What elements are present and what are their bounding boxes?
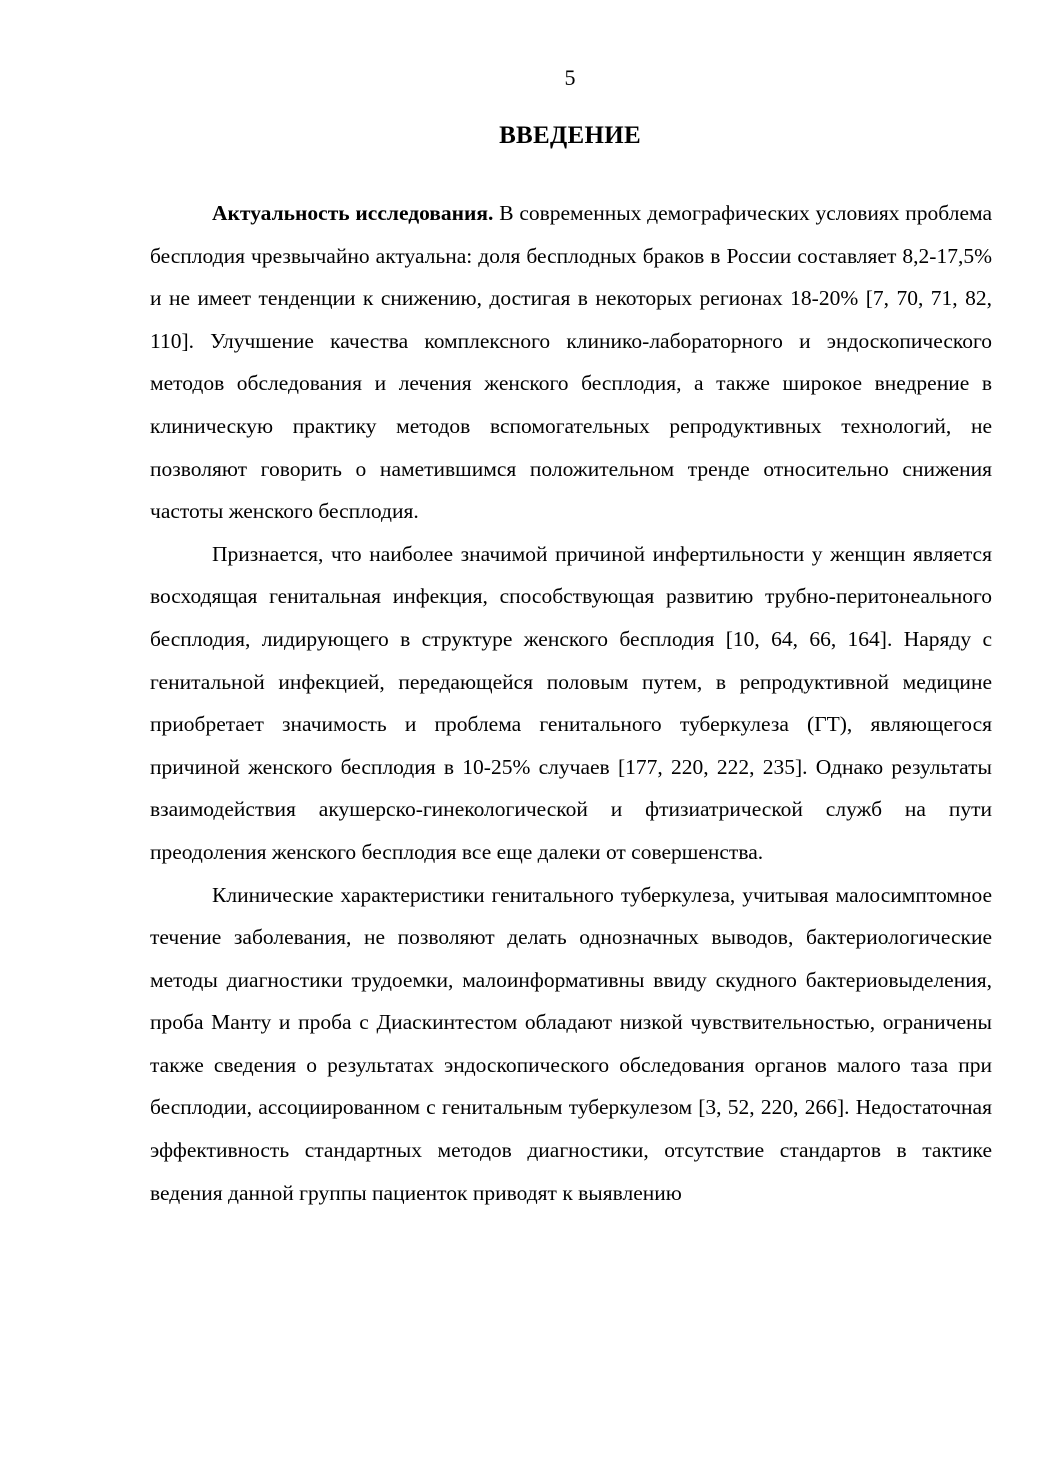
paragraph-relevance — [150, 192, 992, 533]
page-number: 5 — [564, 65, 576, 90]
section-heading: ВВЕДЕНИЕ — [499, 122, 641, 149]
paragraph-text: Признается, что наиболее значимой причиной инфертильности у женщин является восходящая генитальная инфекция, способствующая развитию трубно-перитонеального бесплодия, лидирующего в структуре женского бесплодия [10, 64, 66, 164]. Наряду с генитальной инфекцией, передающейся половым путем, в репродуктивной медицине приобретает значимость и проблема генитального туберкулеза (ГТ), являющегося причиной женского бесплодия в 10-25% случаев [177, 220, 222, 235]. Однако результаты взаимодействия акушерско-гинекологической и фтизиатрической служб на пути преодоления женского бесплодия все еще далеки от совершенства. — [150, 541, 992, 864]
paragraph-infection — [150, 533, 992, 874]
paragraph-text: В современных демографических условиях проблема бесплодия чрезвычайно актуальна: доля бесплодных браков в России составляет 8,2-17,5% и не имеет тенденции к снижению, достигая в некоторых регионах 18-20% [7, 70, 71, 82, 110]. Улучшение качества комплексного клинико-лабораторного и эндоскопического методов обследования и лечения женского бесплодия, а также широкое внедрение в клиническую практику методов вспомогательных репродуктивных технологий, не позволяют говорить о наметившимся положительном тренде относительно снижения частоты женского бесплодия. — [150, 201, 992, 524]
body-text — [150, 192, 992, 1214]
paragraph-lead: Актуальность исследования. — [212, 201, 494, 225]
paragraph-text: Клинические характеристики генитального туберкулеза, учитывая малосимптомное течение заболевания, не позволяют делать однозначных выводов, бактериологические методы диагностики трудоемки, малоинформативны ввиду скудного бактериовыделения, проба Манту и проба с Диаскинтестом обладают низкой чувствительностью, ограничены также сведения о результатах эндоскопического обследования органов малого таза при бесплодии, ассоциированном с генитальным туберкулезом [3, 52, 220, 266]. Недостаточная эффективность стандартных методов диагностики, отсутствие стандартов в тактике ведения данной группы пациенток приводят к выявлению — [150, 882, 992, 1205]
paragraph-tuberculosis — [150, 874, 992, 1215]
